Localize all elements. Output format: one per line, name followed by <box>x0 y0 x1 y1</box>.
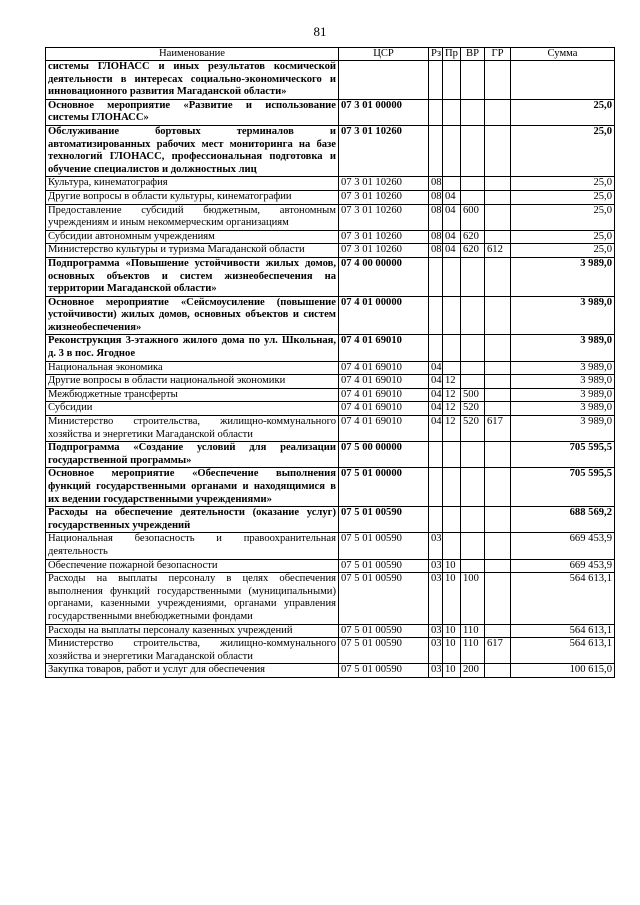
cell-name: Культура, кинематография <box>46 177 339 191</box>
cell-rz: 08 <box>429 177 443 191</box>
table-row <box>46 375 615 389</box>
cell-gr <box>485 468 511 507</box>
cell-pr: 04 <box>443 244 461 258</box>
cell-csr: 07 4 01 69010 <box>339 388 429 402</box>
table-row <box>46 204 615 230</box>
cell-csr: 07 5 01 00590 <box>339 507 429 533</box>
header-pr: Пр <box>443 48 461 61</box>
cell-csr: 07 4 01 69010 <box>339 402 429 416</box>
cell-rz <box>429 507 443 533</box>
cell-pr <box>443 61 461 100</box>
table-row <box>46 61 615 100</box>
cell-pr: 10 <box>443 573 461 624</box>
cell-rz <box>429 296 443 335</box>
header-name: Наименование <box>46 48 339 61</box>
cell-vr: 500 <box>461 388 485 402</box>
table-row <box>46 190 615 204</box>
page-number: 81 <box>313 24 327 39</box>
cell-vr <box>461 507 485 533</box>
cell-sum: 25,0 <box>511 244 615 258</box>
cell-rz <box>429 468 443 507</box>
table-row <box>46 624 615 638</box>
cell-name: Реконструкция 3-этажного жилого дома по ул. Школьная, д. 3 в пос. Ягодное <box>46 335 339 361</box>
cell-sum: 3 989,0 <box>511 402 615 416</box>
cell-vr <box>461 468 485 507</box>
cell-name: Подпрограмма «Повышение устойчивости жилых домов, основных объектов и систем жизнеобеспечения на территории Магаданской области» <box>46 257 339 296</box>
cell-name: Обеспечение пожарной безопасности <box>46 559 339 573</box>
cell-sum: 3 989,0 <box>511 257 615 296</box>
cell-vr <box>461 190 485 204</box>
cell-sum: 705 595,5 <box>511 442 615 468</box>
cell-name: Основное мероприятие «Обеспечение выполнения функций государственными органами и находящимися в их ведении государственными учреждениями» <box>46 468 339 507</box>
cell-vr <box>461 125 485 176</box>
cell-gr <box>485 257 511 296</box>
cell-csr: 07 4 01 00000 <box>339 296 429 335</box>
cell-vr: 620 <box>461 244 485 258</box>
cell-gr <box>485 402 511 416</box>
table-row <box>46 177 615 191</box>
cell-csr: 07 3 01 10260 <box>339 230 429 244</box>
cell-rz: 04 <box>429 388 443 402</box>
cell-rz <box>429 257 443 296</box>
cell-vr: 200 <box>461 664 485 678</box>
cell-gr <box>485 559 511 573</box>
cell-sum: 25,0 <box>511 190 615 204</box>
cell-gr <box>485 533 511 559</box>
cell-gr <box>485 507 511 533</box>
cell-sum: 25,0 <box>511 204 615 230</box>
cell-gr <box>485 99 511 125</box>
cell-vr: 600 <box>461 204 485 230</box>
cell-name: Подпрограмма «Создание условий для реализации государственной программы» <box>46 442 339 468</box>
cell-gr <box>485 388 511 402</box>
cell-pr: 12 <box>443 416 461 442</box>
cell-sum: 3 989,0 <box>511 335 615 361</box>
cell-gr <box>485 375 511 389</box>
cell-name: Субсидии <box>46 402 339 416</box>
cell-gr: 617 <box>485 416 511 442</box>
cell-rz: 04 <box>429 402 443 416</box>
cell-sum: 25,0 <box>511 230 615 244</box>
cell-name: Расходы на обеспечение деятельности (оказание услуг) государственных учреждений <box>46 507 339 533</box>
cell-pr: 12 <box>443 388 461 402</box>
cell-rz: 08 <box>429 190 443 204</box>
cell-sum: 564 613,1 <box>511 573 615 624</box>
cell-gr: 617 <box>485 638 511 664</box>
cell-rz <box>429 61 443 100</box>
cell-vr <box>461 61 485 100</box>
cell-vr <box>461 296 485 335</box>
cell-name: Министерство строительства, жилищно-коммунального хозяйства и энергетики Магаданской области <box>46 416 339 442</box>
table-row <box>46 230 615 244</box>
table-row <box>46 664 615 678</box>
table-row <box>46 125 615 176</box>
cell-rz <box>429 125 443 176</box>
cell-gr <box>485 296 511 335</box>
cell-gr: 612 <box>485 244 511 258</box>
cell-pr: 04 <box>443 230 461 244</box>
table-row <box>46 416 615 442</box>
cell-sum: 669 453,9 <box>511 559 615 573</box>
cell-pr <box>443 335 461 361</box>
cell-sum: 3 989,0 <box>511 361 615 375</box>
table-row <box>46 507 615 533</box>
cell-vr: 520 <box>461 416 485 442</box>
cell-gr <box>485 442 511 468</box>
cell-rz: 04 <box>429 361 443 375</box>
cell-rz: 08 <box>429 230 443 244</box>
cell-vr: 100 <box>461 573 485 624</box>
table-row <box>46 361 615 375</box>
cell-gr <box>485 361 511 375</box>
cell-sum: 564 613,1 <box>511 638 615 664</box>
table-row <box>46 533 615 559</box>
cell-csr: 07 5 01 00590 <box>339 573 429 624</box>
cell-pr: 10 <box>443 559 461 573</box>
cell-vr: 520 <box>461 402 485 416</box>
cell-gr <box>485 125 511 176</box>
cell-csr: 07 3 01 00000 <box>339 99 429 125</box>
cell-csr: 07 4 01 69010 <box>339 361 429 375</box>
cell-csr: 07 5 01 00590 <box>339 638 429 664</box>
cell-name: Расходы на выплаты персоналу в целях обеспечения выполнения функций государственными (муниципальными) органами, казенными учреждениями, органами управления государственными внебюджетными фондами <box>46 573 339 624</box>
cell-name: Национальная безопасность и правоохранительная деятельность <box>46 533 339 559</box>
cell-csr: 07 5 01 00590 <box>339 533 429 559</box>
table-row <box>46 296 615 335</box>
cell-name: Другие вопросы в области национальной экономики <box>46 375 339 389</box>
cell-pr: 10 <box>443 664 461 678</box>
table-row <box>46 573 615 624</box>
cell-vr <box>461 335 485 361</box>
cell-csr <box>339 61 429 100</box>
cell-name: системы ГЛОНАСС и иных результатов космической деятельности в интересах социально-экономического и инновационного развития Магаданской области» <box>46 61 339 100</box>
cell-pr: 10 <box>443 638 461 664</box>
cell-sum: 25,0 <box>511 177 615 191</box>
cell-name: Национальная экономика <box>46 361 339 375</box>
table-row <box>46 468 615 507</box>
cell-rz: 03 <box>429 559 443 573</box>
cell-gr <box>485 177 511 191</box>
cell-sum: 3 989,0 <box>511 388 615 402</box>
cell-csr: 07 3 01 10260 <box>339 177 429 191</box>
cell-pr <box>443 533 461 559</box>
cell-pr <box>443 99 461 125</box>
cell-name: Межбюджетные трансферты <box>46 388 339 402</box>
cell-pr: 10 <box>443 624 461 638</box>
cell-rz: 03 <box>429 638 443 664</box>
table-row <box>46 402 615 416</box>
cell-sum: 25,0 <box>511 125 615 176</box>
cell-sum: 3 989,0 <box>511 375 615 389</box>
table-row <box>46 638 615 664</box>
cell-gr <box>485 624 511 638</box>
cell-csr: 07 5 01 00590 <box>339 559 429 573</box>
cell-csr: 07 3 01 10260 <box>339 244 429 258</box>
cell-vr <box>461 442 485 468</box>
cell-vr <box>461 361 485 375</box>
cell-gr <box>485 573 511 624</box>
cell-vr <box>461 533 485 559</box>
header-gr: ГР <box>485 48 511 61</box>
cell-name: Закупка товаров, работ и услуг для обеспечения <box>46 664 339 678</box>
cell-sum: 688 569,2 <box>511 507 615 533</box>
cell-csr: 07 4 01 69010 <box>339 335 429 361</box>
cell-gr <box>485 204 511 230</box>
cell-name: Обслуживание бортовых терминалов и автоматизированных рабочих мест мониторинга на базе технологий ГЛОНАСС, профессиональная подготовка и обучение специалистов и должностных лиц <box>46 125 339 176</box>
table-row <box>46 559 615 573</box>
cell-pr <box>443 507 461 533</box>
cell-rz <box>429 335 443 361</box>
cell-vr: 110 <box>461 624 485 638</box>
table-row <box>46 244 615 258</box>
cell-name: Расходы на выплаты персоналу казенных учреждений <box>46 624 339 638</box>
cell-gr <box>485 335 511 361</box>
cell-csr: 07 5 01 00590 <box>339 664 429 678</box>
cell-csr: 07 4 01 69010 <box>339 375 429 389</box>
table-row <box>46 335 615 361</box>
cell-sum: 25,0 <box>511 99 615 125</box>
cell-name: Министерство культуры и туризма Магаданской области <box>46 244 339 258</box>
cell-name: Основное мероприятие «Развитие и использование системы ГЛОНАСС» <box>46 99 339 125</box>
cell-csr: 07 5 01 00000 <box>339 468 429 507</box>
cell-vr <box>461 257 485 296</box>
cell-csr: 07 5 01 00590 <box>339 624 429 638</box>
cell-name: Другие вопросы в области культуры, кинематографии <box>46 190 339 204</box>
cell-gr <box>485 61 511 100</box>
cell-rz: 08 <box>429 244 443 258</box>
cell-gr <box>485 664 511 678</box>
cell-rz: 03 <box>429 573 443 624</box>
cell-sum: 705 595,5 <box>511 468 615 507</box>
cell-csr: 07 3 01 10260 <box>339 204 429 230</box>
cell-pr <box>443 361 461 375</box>
cell-vr <box>461 375 485 389</box>
cell-vr <box>461 559 485 573</box>
table-row <box>46 388 615 402</box>
cell-csr: 07 3 01 10260 <box>339 125 429 176</box>
cell-rz: 04 <box>429 416 443 442</box>
cell-pr <box>443 177 461 191</box>
cell-pr <box>443 125 461 176</box>
cell-sum: 100 615,0 <box>511 664 615 678</box>
cell-sum: 669 453,9 <box>511 533 615 559</box>
header-csr: ЦСР <box>339 48 429 61</box>
cell-pr <box>443 257 461 296</box>
table-header-row <box>46 48 615 61</box>
cell-csr: 07 3 01 10260 <box>339 190 429 204</box>
cell-csr: 07 5 00 00000 <box>339 442 429 468</box>
cell-sum: 3 989,0 <box>511 416 615 442</box>
header-rz: Рз <box>429 48 443 61</box>
cell-pr <box>443 468 461 507</box>
budget-table <box>45 47 615 678</box>
cell-name: Субсидии автономным учреждениям <box>46 230 339 244</box>
cell-rz <box>429 99 443 125</box>
cell-pr: 12 <box>443 375 461 389</box>
cell-vr <box>461 99 485 125</box>
header-vr: ВР <box>461 48 485 61</box>
cell-pr <box>443 442 461 468</box>
cell-sum: 3 989,0 <box>511 296 615 335</box>
cell-sum <box>511 61 615 100</box>
cell-gr <box>485 190 511 204</box>
header-sum: Сумма <box>511 48 615 61</box>
cell-vr: 620 <box>461 230 485 244</box>
cell-csr: 07 4 01 69010 <box>339 416 429 442</box>
cell-name: Предоставление субсидий бюджетным, автономным учреждениям и иным некоммерческим организациям <box>46 204 339 230</box>
cell-vr <box>461 177 485 191</box>
cell-name: Министерство строительства, жилищно-коммунального хозяйства и энергетики Магаданской области <box>46 638 339 664</box>
cell-rz <box>429 442 443 468</box>
cell-sum: 564 613,1 <box>511 624 615 638</box>
cell-rz: 03 <box>429 533 443 559</box>
cell-pr: 04 <box>443 204 461 230</box>
cell-rz: 03 <box>429 664 443 678</box>
cell-rz: 04 <box>429 375 443 389</box>
cell-csr: 07 4 00 00000 <box>339 257 429 296</box>
cell-pr: 04 <box>443 190 461 204</box>
cell-rz: 08 <box>429 204 443 230</box>
table-row <box>46 442 615 468</box>
cell-gr <box>485 230 511 244</box>
table-row <box>46 257 615 296</box>
cell-name: Основное мероприятие «Сейсмоусиление (повышение устойчивости) жилых домов, основных объектов и систем жизнеобеспечения» <box>46 296 339 335</box>
cell-vr: 110 <box>461 638 485 664</box>
table-row <box>46 99 615 125</box>
cell-pr: 12 <box>443 402 461 416</box>
cell-rz: 03 <box>429 624 443 638</box>
cell-pr <box>443 296 461 335</box>
